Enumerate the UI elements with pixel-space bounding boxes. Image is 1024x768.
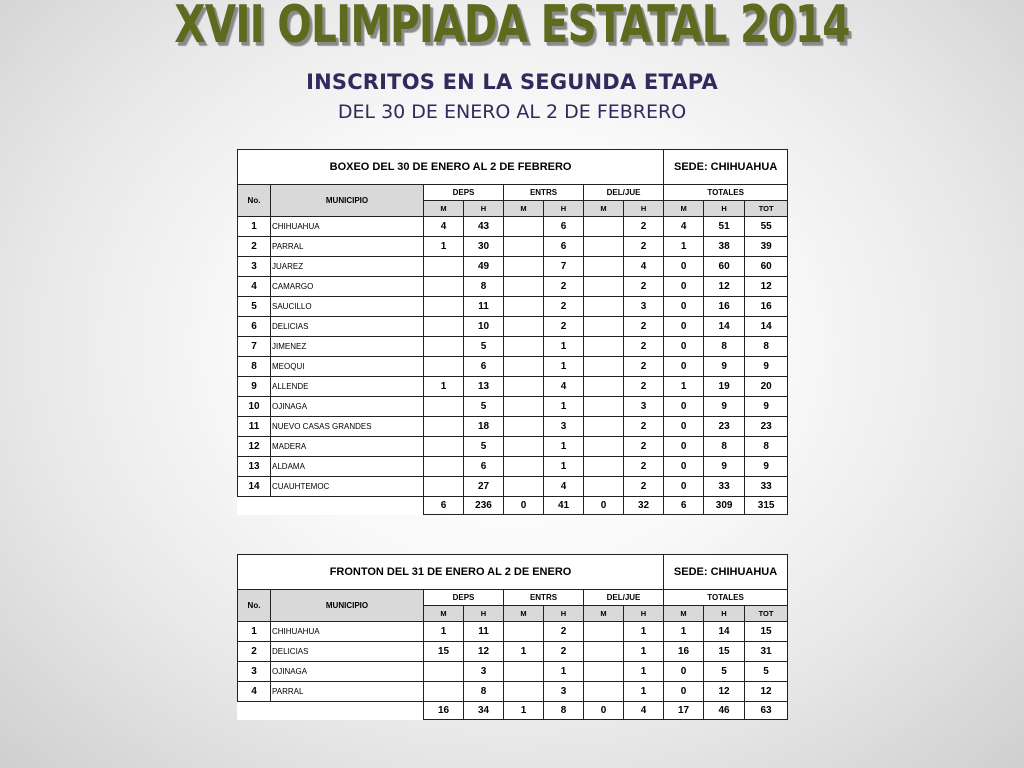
col-subheader-tot: TOT — [745, 606, 788, 622]
cell — [424, 297, 464, 317]
cell: 12 — [745, 682, 788, 702]
col-subheader-m: M — [584, 201, 624, 217]
municipio-name: CHIHUAHUA — [271, 622, 424, 642]
event-title: XVII OLIMPIADA ESTATAL 2014 — [174, 0, 850, 55]
cell: 2 — [624, 237, 664, 257]
cell: 2 — [544, 297, 584, 317]
cell: 15 — [704, 642, 745, 662]
row-number: 6 — [238, 317, 271, 337]
cell: 3 — [544, 417, 584, 437]
col-subheader-h: H — [704, 201, 745, 217]
table-row — [238, 682, 788, 702]
cell: 1 — [504, 642, 544, 662]
col-subheader-m: M — [504, 201, 544, 217]
cell: 14 — [745, 317, 788, 337]
cell: 51 — [704, 217, 745, 237]
cell — [504, 277, 544, 297]
table-row — [238, 437, 788, 457]
col-subheader-h: H — [624, 606, 664, 622]
cell: 18 — [464, 417, 504, 437]
cell: 8 — [745, 337, 788, 357]
cell: 49 — [464, 257, 504, 277]
cell: 11 — [464, 297, 504, 317]
cell: 10 — [464, 317, 504, 337]
municipio-name: PARRAL — [271, 237, 424, 257]
table-row — [238, 277, 788, 297]
cell: 4 — [544, 477, 584, 497]
cell: 0 — [664, 662, 704, 682]
cell — [424, 662, 464, 682]
cell: 0 — [664, 317, 704, 337]
cell: 5 — [464, 437, 504, 457]
cell: 30 — [464, 237, 504, 257]
cell: 1 — [624, 682, 664, 702]
cell: 9 — [745, 457, 788, 477]
col-header-no: No. — [238, 185, 271, 217]
table-title: BOXEO DEL 30 DE ENERO AL 2 DE FEBRERO — [238, 150, 664, 185]
cell: 1 — [544, 337, 584, 357]
cell — [584, 317, 624, 337]
cell — [584, 297, 624, 317]
col-subheader-tot: TOT — [745, 201, 788, 217]
col-subheader-m: M — [664, 201, 704, 217]
total-cell: 0 — [584, 497, 624, 515]
col-header-municipio: MUNICIPIO — [271, 590, 424, 622]
cell: 8 — [704, 337, 745, 357]
cell: 2 — [624, 317, 664, 337]
cell: 16 — [745, 297, 788, 317]
total-cell: 6 — [664, 497, 704, 515]
municipio-name: NUEVO CASAS GRANDES — [271, 417, 424, 437]
row-number: 14 — [238, 477, 271, 497]
municipio-name: DELICIAS — [271, 317, 424, 337]
total-cell: 6 — [424, 497, 464, 515]
cell: 2 — [624, 337, 664, 357]
cell — [424, 317, 464, 337]
col-header-no: No. — [238, 590, 271, 622]
row-number: 4 — [238, 682, 271, 702]
cell: 1 — [424, 622, 464, 642]
municipio-name: SAUCILLO — [271, 297, 424, 317]
col-header-entrs: ENTRS — [504, 590, 584, 606]
fronton-table — [237, 554, 788, 720]
cell — [584, 437, 624, 457]
cell: 6 — [464, 457, 504, 477]
group-header-row — [238, 590, 788, 606]
col-subheader-m: M — [584, 606, 624, 622]
row-number: 11 — [238, 417, 271, 437]
total-cell: 34 — [464, 702, 504, 720]
col-header-totales: TOTALES — [664, 590, 788, 606]
col-header-deps: DEPS — [424, 590, 504, 606]
cell: 3 — [624, 397, 664, 417]
cell — [424, 682, 464, 702]
cell: 1 — [544, 437, 584, 457]
cell: 6 — [464, 357, 504, 377]
totals-row — [238, 497, 788, 515]
cell: 19 — [704, 377, 745, 397]
municipio-name: OJINAGA — [271, 397, 424, 417]
total-cell: 46 — [704, 702, 745, 720]
cell: 14 — [704, 317, 745, 337]
cell: 2 — [624, 357, 664, 377]
cell — [424, 397, 464, 417]
cell — [584, 417, 624, 437]
cell: 2 — [624, 477, 664, 497]
cell — [504, 457, 544, 477]
table-row — [238, 357, 788, 377]
cell: 1 — [424, 237, 464, 257]
cell — [584, 357, 624, 377]
cell: 2 — [544, 317, 584, 337]
cell: 1 — [624, 622, 664, 642]
cell — [584, 622, 624, 642]
cell: 0 — [664, 457, 704, 477]
cell: 12 — [745, 277, 788, 297]
table-title-row — [238, 555, 788, 590]
table-title-row — [238, 150, 788, 185]
col-subheader-h: H — [624, 201, 664, 217]
cell: 1 — [664, 377, 704, 397]
cell: 15 — [745, 622, 788, 642]
table-row — [238, 217, 788, 237]
cell: 2 — [624, 377, 664, 397]
cell: 6 — [544, 237, 584, 257]
cell: 0 — [664, 417, 704, 437]
cell: 16 — [664, 642, 704, 662]
cell: 2 — [544, 642, 584, 662]
cell — [504, 417, 544, 437]
cell: 0 — [664, 437, 704, 457]
col-subheader-m: M — [504, 606, 544, 622]
table-row — [238, 237, 788, 257]
municipio-name: CAMARGO — [271, 277, 424, 297]
cell: 4 — [664, 217, 704, 237]
cell: 5 — [704, 662, 745, 682]
row-number: 3 — [238, 662, 271, 682]
cell: 0 — [664, 277, 704, 297]
boxeo-table — [237, 149, 788, 515]
cell: 1 — [664, 622, 704, 642]
cell: 11 — [464, 622, 504, 642]
cell — [504, 662, 544, 682]
total-cell: 309 — [704, 497, 745, 515]
col-header-totales: TOTALES — [664, 185, 788, 201]
cell: 0 — [664, 297, 704, 317]
cell: 2 — [624, 277, 664, 297]
cell — [504, 377, 544, 397]
municipio-name: JIMENEZ — [271, 337, 424, 357]
table-row — [238, 257, 788, 277]
municipio-name: MADERA — [271, 437, 424, 457]
cell: 13 — [464, 377, 504, 397]
cell — [584, 642, 624, 662]
cell: 8 — [464, 682, 504, 702]
cell: 0 — [664, 682, 704, 702]
cell — [424, 337, 464, 357]
cell — [424, 477, 464, 497]
cell — [504, 622, 544, 642]
cell: 4 — [424, 217, 464, 237]
municipio-name: ALDAMA — [271, 457, 424, 477]
col-subheader-m: M — [424, 606, 464, 622]
totals-spacer — [238, 702, 424, 720]
cell: 9 — [704, 357, 745, 377]
cell — [504, 337, 544, 357]
cell: 8 — [704, 437, 745, 457]
cell — [584, 217, 624, 237]
row-number: 8 — [238, 357, 271, 377]
table-row — [238, 477, 788, 497]
total-cell: 1 — [504, 702, 544, 720]
row-number: 2 — [238, 642, 271, 662]
col-subheader-h: H — [464, 606, 504, 622]
total-cell: 236 — [464, 497, 504, 515]
group-header-row — [238, 185, 788, 201]
municipio-name: CUAUHTEMOC — [271, 477, 424, 497]
cell: 8 — [464, 277, 504, 297]
row-number: 9 — [238, 377, 271, 397]
cell — [504, 237, 544, 257]
cell: 23 — [745, 417, 788, 437]
cell: 2 — [544, 622, 584, 642]
table-row — [238, 642, 788, 662]
row-number: 12 — [238, 437, 271, 457]
table-row — [238, 662, 788, 682]
table-title: FRONTON DEL 31 DE ENERO AL 2 DE ENERO — [238, 555, 664, 590]
cell: 27 — [464, 477, 504, 497]
cell — [504, 217, 544, 237]
col-header-del-jue: DEL/JUE — [584, 185, 664, 201]
cell — [584, 662, 624, 682]
cell: 9 — [704, 457, 745, 477]
cell — [424, 437, 464, 457]
cell: 0 — [664, 337, 704, 357]
cell: 38 — [704, 237, 745, 257]
cell: 20 — [745, 377, 788, 397]
cell: 2 — [624, 417, 664, 437]
col-subheader-m: M — [424, 201, 464, 217]
municipio-name: ALLENDE — [271, 377, 424, 397]
cell — [504, 682, 544, 702]
total-cell: 0 — [584, 702, 624, 720]
cell: 12 — [464, 642, 504, 662]
cell — [504, 357, 544, 377]
cell: 3 — [624, 297, 664, 317]
cell: 1 — [544, 357, 584, 377]
cell — [584, 277, 624, 297]
col-subheader-h: H — [704, 606, 745, 622]
cell: 9 — [745, 357, 788, 377]
cell — [584, 337, 624, 357]
table-row — [238, 317, 788, 337]
cell: 6 — [544, 217, 584, 237]
cell — [424, 417, 464, 437]
total-cell: 63 — [745, 702, 788, 720]
table-row — [238, 377, 788, 397]
table-row — [238, 297, 788, 317]
cell: 3 — [464, 662, 504, 682]
cell — [504, 397, 544, 417]
cell — [504, 317, 544, 337]
cell: 5 — [464, 397, 504, 417]
cell — [504, 477, 544, 497]
cell — [584, 682, 624, 702]
cell — [584, 237, 624, 257]
cell: 4 — [544, 377, 584, 397]
col-header-del-jue: DEL/JUE — [584, 590, 664, 606]
cell: 14 — [704, 622, 745, 642]
municipio-name: JUAREZ — [271, 257, 424, 277]
table-sede: SEDE: CHIHUAHUA — [664, 555, 788, 590]
table-row — [238, 397, 788, 417]
cell: 31 — [745, 642, 788, 662]
cell: 2 — [624, 457, 664, 477]
cell: 2 — [624, 437, 664, 457]
table-sede: SEDE: CHIHUAHUA — [664, 150, 788, 185]
row-number: 7 — [238, 337, 271, 357]
cell: 60 — [704, 257, 745, 277]
table-row — [238, 622, 788, 642]
row-number: 1 — [238, 622, 271, 642]
row-number: 13 — [238, 457, 271, 477]
cell: 16 — [704, 297, 745, 317]
col-header-municipio: MUNICIPIO — [271, 185, 424, 217]
cell: 4 — [624, 257, 664, 277]
cell: 12 — [704, 277, 745, 297]
total-cell: 41 — [544, 497, 584, 515]
total-cell: 17 — [664, 702, 704, 720]
row-number: 3 — [238, 257, 271, 277]
cell: 15 — [424, 642, 464, 662]
municipio-name: PARRAL — [271, 682, 424, 702]
table-row — [238, 457, 788, 477]
table-row — [238, 417, 788, 437]
cell: 1 — [544, 397, 584, 417]
col-subheader-h: H — [544, 201, 584, 217]
cell — [424, 357, 464, 377]
col-subheader-m: M — [664, 606, 704, 622]
cell: 1 — [624, 662, 664, 682]
total-cell: 315 — [745, 497, 788, 515]
total-cell: 0 — [504, 497, 544, 515]
totals-row — [238, 702, 788, 720]
cell: 60 — [745, 257, 788, 277]
cell: 5 — [745, 662, 788, 682]
cell — [584, 397, 624, 417]
col-subheader-h: H — [464, 201, 504, 217]
cell: 39 — [745, 237, 788, 257]
cell — [424, 457, 464, 477]
cell: 3 — [544, 682, 584, 702]
cell: 9 — [704, 397, 745, 417]
cell: 8 — [745, 437, 788, 457]
cell — [584, 457, 624, 477]
stage-subtitle: INSCRITOS EN LA SEGUNDA ETAPA — [306, 70, 718, 94]
cell: 1 — [544, 457, 584, 477]
cell — [584, 377, 624, 397]
row-number: 4 — [238, 277, 271, 297]
row-number: 5 — [238, 297, 271, 317]
cell: 1 — [624, 642, 664, 662]
cell — [504, 257, 544, 277]
cell — [424, 257, 464, 277]
cell: 55 — [745, 217, 788, 237]
total-cell: 32 — [624, 497, 664, 515]
col-header-deps: DEPS — [424, 185, 504, 201]
cell: 7 — [544, 257, 584, 277]
cell: 1 — [544, 662, 584, 682]
row-number: 1 — [238, 217, 271, 237]
cell: 12 — [704, 682, 745, 702]
total-cell: 4 — [624, 702, 664, 720]
cell: 33 — [704, 477, 745, 497]
municipio-name: DELICIAS — [271, 642, 424, 662]
total-cell: 16 — [424, 702, 464, 720]
cell: 23 — [704, 417, 745, 437]
cell: 0 — [664, 357, 704, 377]
cell: 5 — [464, 337, 504, 357]
cell: 0 — [664, 477, 704, 497]
totals-spacer — [238, 497, 424, 515]
municipio-name: CHIHUAHUA — [271, 217, 424, 237]
cell: 43 — [464, 217, 504, 237]
cell — [504, 297, 544, 317]
municipio-name: OJINAGA — [271, 662, 424, 682]
row-number: 10 — [238, 397, 271, 417]
row-number: 2 — [238, 237, 271, 257]
col-subheader-h: H — [544, 606, 584, 622]
cell — [504, 437, 544, 457]
cell — [424, 277, 464, 297]
cell: 33 — [745, 477, 788, 497]
date-range-subtitle: DEL 30 DE ENERO AL 2 DE FEBRERO — [337, 101, 687, 123]
col-header-entrs: ENTRS — [504, 185, 584, 201]
cell: 2 — [544, 277, 584, 297]
cell — [584, 477, 624, 497]
cell — [584, 257, 624, 277]
cell: 2 — [624, 217, 664, 237]
cell: 0 — [664, 397, 704, 417]
table-row — [238, 337, 788, 357]
total-cell: 8 — [544, 702, 584, 720]
municipio-name: MEOQUI — [271, 357, 424, 377]
cell: 9 — [745, 397, 788, 417]
cell: 0 — [664, 257, 704, 277]
cell: 1 — [424, 377, 464, 397]
cell: 1 — [664, 237, 704, 257]
